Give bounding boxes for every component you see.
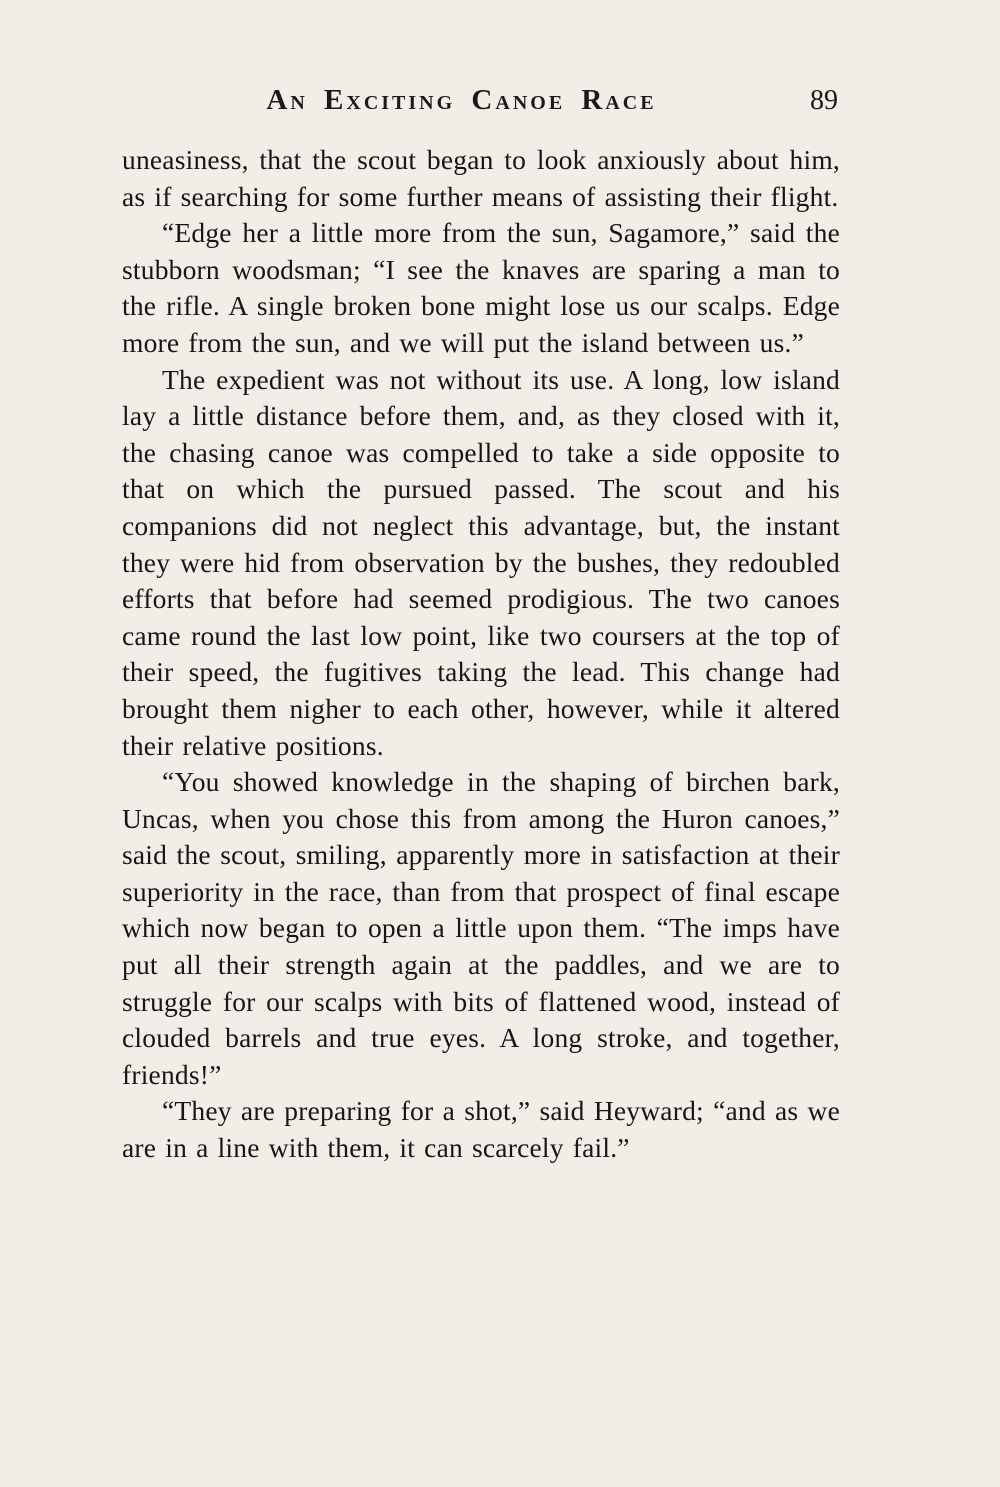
paragraph: uneasiness, that the scout began to look anxiously about him, as if searching for some further means of assisting their flight.	[122, 144, 840, 212]
page-content	[122, 84, 840, 1167]
paragraph: “They are preparing for a shot,” said Heyward; “and as we are in a line with them, it can scarcely fail.”	[122, 1095, 840, 1164]
paragraph: “You showed knowledge in the shaping of birchen bark, Uncas, when you chose this from among the Huron canoes,” said the scout, smiling, apparently more in satisfaction at their superiority in the race, than from that prospect of final escape which now began to open a little upon them. “The imps have put all their strength again at the paddles, and we are to struggle for our scalps with bits of flattened wood, instead of clouded barrels and true eyes. A long stroke, and together, friends!”	[122, 766, 840, 1090]
page-number: 89	[810, 85, 838, 116]
chapter-title: An Exciting Canoe Race	[266, 84, 657, 116]
running-header	[122, 84, 840, 126]
paragraph: “Edge her a little more from the sun, Sagamore,” said the stubborn woodsman; “I see the knaves are sparing a man to the rifle. A single broken bone might lose us our scalps. Edge more from the sun, and we will put the island between us.”	[122, 217, 840, 358]
paragraph: The expedient was not without its use. A long, low island lay a little distance before them, and, as they closed with it, the chasing canoe was compelled to take a side opposite to that on which the pursued passed. The scout and his companions did not neglect this advantage, but, the instant they were hid from observation by the bushes, they redoubled efforts that before had seemed prodigious. The two canoes came round the last low point, like two coursers at the top of their speed, the fugitives taking the lead. This change had brought them nigher to each other, however, while it altered their relative positions.	[122, 363, 840, 761]
body-text	[122, 142, 840, 1167]
